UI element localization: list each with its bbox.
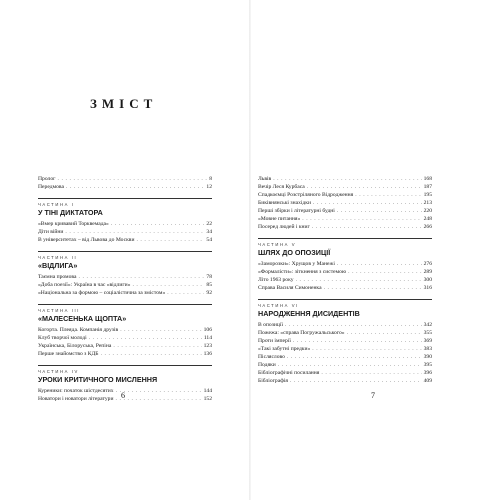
dot-leader bbox=[278, 361, 422, 369]
toc-entry-page: 342 bbox=[423, 322, 432, 328]
toc-entry bbox=[258, 337, 432, 345]
toc-entry bbox=[38, 220, 212, 228]
toc-entry-page: 54 bbox=[206, 237, 212, 243]
toc-entry-title: Українська, Білоруська, Репіна bbox=[38, 343, 112, 349]
toc-entry-page: 92 bbox=[206, 290, 212, 296]
toc-entry-title: Подяки bbox=[258, 362, 276, 368]
toc-entry bbox=[258, 199, 432, 207]
toc-entry-page: 248 bbox=[423, 216, 432, 222]
toc-entry-page: 85 bbox=[206, 282, 212, 288]
dot-leader bbox=[167, 289, 204, 297]
toc-part bbox=[38, 251, 212, 297]
part-title: «ВІДЛИГА» bbox=[38, 261, 78, 270]
dot-leader bbox=[296, 276, 422, 284]
toc-entry bbox=[258, 223, 432, 231]
toc-entry-page: 144 bbox=[203, 388, 212, 394]
toc-entry bbox=[258, 183, 432, 191]
dot-leader bbox=[312, 223, 422, 231]
toc-entry bbox=[38, 289, 212, 297]
part-label: ЧАСТИНА IV bbox=[38, 369, 79, 374]
toc-entry bbox=[38, 183, 212, 191]
toc-entry-page: 383 bbox=[423, 346, 432, 352]
toc-entry-page: 195 bbox=[423, 192, 432, 198]
toc-entry-page: 316 bbox=[423, 285, 432, 291]
toc-entry bbox=[258, 268, 432, 276]
toc-entry bbox=[258, 321, 432, 329]
toc-entry-title: В університетах – від Львова до Москви bbox=[38, 237, 135, 243]
toc-entry-title: «Заморозки»: Хрущов у Манежі bbox=[258, 261, 335, 267]
toc-entry-page: 136 bbox=[203, 351, 212, 357]
toc-entry-title: «Доба поезії»: Україна в час «відлиги» bbox=[38, 282, 131, 288]
toc-part bbox=[38, 304, 212, 358]
toc-entry-title: Куреники: початок шістдесятих bbox=[38, 388, 114, 394]
toc-entry bbox=[258, 207, 432, 215]
part-title: «МАЛЕСЕНЬКА ЩОПТА» bbox=[38, 314, 127, 323]
toc-entry bbox=[258, 345, 432, 353]
toc-entry bbox=[258, 353, 432, 361]
dot-leader bbox=[65, 228, 204, 236]
dot-leader bbox=[313, 199, 422, 207]
toc-entry-page: 8 bbox=[209, 176, 212, 182]
toc-entry-title: Спадкоємці Розстріляного Відродження bbox=[258, 192, 354, 198]
dot-leader bbox=[347, 329, 422, 337]
toc-entry bbox=[258, 284, 432, 292]
toc-entry-page: 300 bbox=[423, 277, 432, 283]
table-of-contents-left bbox=[38, 175, 212, 403]
toc-entry-title: Клуб творчої молоді bbox=[38, 335, 87, 341]
dot-leader bbox=[321, 369, 421, 377]
toc-entry-page: 396 bbox=[423, 370, 432, 376]
part-title: ШЛЯХ ДО ОПОЗИЦІЇ bbox=[258, 248, 331, 257]
toc-entry bbox=[258, 377, 432, 385]
toc-part bbox=[258, 238, 432, 292]
toc-entry-page: 34 bbox=[206, 229, 212, 235]
dot-leader bbox=[66, 183, 204, 191]
toc-entry-page: 22 bbox=[206, 221, 212, 227]
toc-entry-page: 123 bbox=[203, 343, 212, 349]
toc-entry bbox=[258, 361, 432, 369]
dot-leader bbox=[312, 345, 421, 353]
dot-leader bbox=[285, 321, 422, 329]
section-divider bbox=[38, 365, 212, 366]
part-title: УРОКИ КРИТИЧНОГО МИСЛЕННЯ bbox=[38, 375, 158, 384]
toc-entry-page: 395 bbox=[423, 362, 432, 368]
toc-entry-page: 78 bbox=[206, 274, 212, 280]
toc-entry-page: 266 bbox=[423, 224, 432, 230]
toc-entry bbox=[38, 387, 212, 395]
toc-entry-title: Бикiвнянські знахідки bbox=[258, 200, 311, 206]
dot-leader bbox=[337, 207, 422, 215]
toc-entry bbox=[258, 175, 432, 183]
dot-leader bbox=[293, 337, 422, 345]
dot-leader bbox=[337, 260, 422, 268]
toc-entry-page: 168 bbox=[423, 176, 432, 182]
dot-leader bbox=[120, 326, 201, 334]
toc-entry bbox=[38, 334, 212, 342]
dot-leader bbox=[57, 175, 207, 183]
toc-entry-title: «Вмер кривавий Торквемада» bbox=[38, 221, 109, 227]
toc-entry bbox=[258, 260, 432, 268]
part-title: НАРОДЖЕННЯ ДИСИДЕНТІВ bbox=[258, 309, 360, 318]
toc-entry-title: Таємна промова bbox=[38, 274, 77, 280]
part-label: ЧАСТИНА I bbox=[38, 202, 75, 207]
toc-entry bbox=[258, 369, 432, 377]
toc-entry bbox=[258, 191, 432, 199]
toc-entry-title: Передмова bbox=[38, 184, 64, 190]
toc-entry-title: Післяслово bbox=[258, 354, 285, 360]
toc-entry-page: 152 bbox=[203, 396, 212, 402]
page-title: ЗМІСТ bbox=[90, 96, 158, 111]
toc-entry-page: 355 bbox=[423, 330, 432, 336]
toc-entry-page: 213 bbox=[423, 200, 432, 206]
toc-entry-title: Діти війни bbox=[38, 229, 64, 235]
part-title: У ТІНІ ДИКТАТОРА bbox=[38, 208, 103, 217]
dot-leader bbox=[136, 236, 204, 244]
dot-leader bbox=[355, 191, 421, 199]
right-page bbox=[250, 0, 500, 500]
section-divider bbox=[38, 198, 212, 199]
dot-leader bbox=[132, 281, 204, 289]
toc-entry-title: Когорта. Плеяда. Компанія друзів bbox=[38, 327, 119, 333]
part-label: ЧАСТИНА II bbox=[38, 255, 78, 260]
toc-entry-title: Пожежа: «справа Погружальського» bbox=[258, 330, 345, 336]
toc-entry bbox=[258, 276, 432, 284]
toc-entry bbox=[38, 228, 212, 236]
dot-leader bbox=[302, 215, 421, 223]
toc-entry-title: Посеред людей і книг bbox=[258, 224, 310, 230]
dot-leader bbox=[273, 175, 421, 183]
toc-entry-page: 187 bbox=[423, 184, 432, 190]
toc-entry-title: «Національна за формою – соціалістична за змістом» bbox=[38, 290, 166, 296]
toc-entry-title: «Мовне питання» bbox=[258, 216, 301, 222]
toc-entry bbox=[38, 350, 212, 358]
toc-entry bbox=[38, 273, 212, 281]
toc-entry-page: 390 bbox=[423, 354, 432, 360]
toc-entry-title: В опозиції bbox=[258, 322, 284, 328]
toc-entry-title: Літо 1963 року bbox=[258, 277, 294, 283]
dot-leader bbox=[78, 273, 204, 281]
dot-leader bbox=[89, 334, 202, 342]
part-label: ЧАСТИНА VI bbox=[258, 303, 299, 308]
section-divider bbox=[258, 238, 432, 239]
toc-entry bbox=[38, 342, 212, 350]
dot-leader bbox=[324, 284, 422, 292]
toc-part bbox=[38, 198, 212, 244]
toc-entry-title: «Формалісти»: зіткнення з системою bbox=[258, 269, 347, 275]
toc-entry-title: «Такі забутні предки» bbox=[258, 346, 311, 352]
toc-entry-title: Справа Василя Симоненка bbox=[258, 285, 322, 291]
dot-leader bbox=[348, 268, 421, 276]
dot-leader bbox=[115, 395, 201, 403]
toc-entry-page: 114 bbox=[203, 335, 212, 341]
toc-part bbox=[38, 365, 212, 403]
dot-leader bbox=[113, 342, 201, 350]
toc-entry bbox=[38, 326, 212, 334]
toc-entry-page: 106 bbox=[203, 327, 212, 333]
page-number: 7 bbox=[371, 391, 375, 400]
toc-entry-title: Бібліографічні посилання bbox=[258, 370, 320, 376]
dot-leader bbox=[307, 183, 422, 191]
toc-entry-page: 289 bbox=[423, 269, 432, 275]
dot-leader bbox=[287, 353, 422, 361]
section-divider bbox=[38, 304, 212, 305]
dot-leader bbox=[101, 350, 202, 358]
toc-entry bbox=[38, 281, 212, 289]
toc-entry-page: 409 bbox=[423, 378, 432, 384]
toc-entry-title: Пролог bbox=[38, 176, 56, 182]
toc-entry-page: 12 bbox=[206, 184, 212, 190]
toc-entry-title: Львів bbox=[258, 176, 272, 182]
part-label: ЧАСТИНА III bbox=[38, 308, 81, 313]
dot-leader bbox=[116, 387, 202, 395]
toc-entry bbox=[38, 236, 212, 244]
dot-leader bbox=[290, 377, 422, 385]
toc-entry-title: Новатори і новатори літератури bbox=[38, 396, 114, 402]
section-divider bbox=[258, 299, 432, 300]
toc-entry bbox=[258, 329, 432, 337]
toc-entry-page: 276 bbox=[423, 261, 432, 267]
toc-part bbox=[258, 299, 432, 385]
toc-entry bbox=[38, 395, 212, 403]
toc-entry-title: Вечір Леся Курбаса bbox=[258, 184, 305, 190]
toc-entry-title: Проти імперії bbox=[258, 338, 291, 344]
dot-leader bbox=[111, 220, 205, 228]
toc-entry bbox=[258, 215, 432, 223]
section-divider bbox=[38, 251, 212, 252]
toc-entry-page: 220 bbox=[423, 208, 432, 214]
part-label: ЧАСТИНА V bbox=[258, 242, 297, 247]
table-of-contents-right bbox=[258, 175, 432, 385]
page-number: 6 bbox=[121, 391, 125, 400]
toc-entry-title: Бібліографія bbox=[258, 378, 288, 384]
toc-entry-title: Перше знайомство з КДБ bbox=[38, 351, 99, 357]
toc-entry-page: 369 bbox=[423, 338, 432, 344]
toc-entry bbox=[38, 175, 212, 183]
toc-entry-title: Перші збірки і літературні будні bbox=[258, 208, 335, 214]
